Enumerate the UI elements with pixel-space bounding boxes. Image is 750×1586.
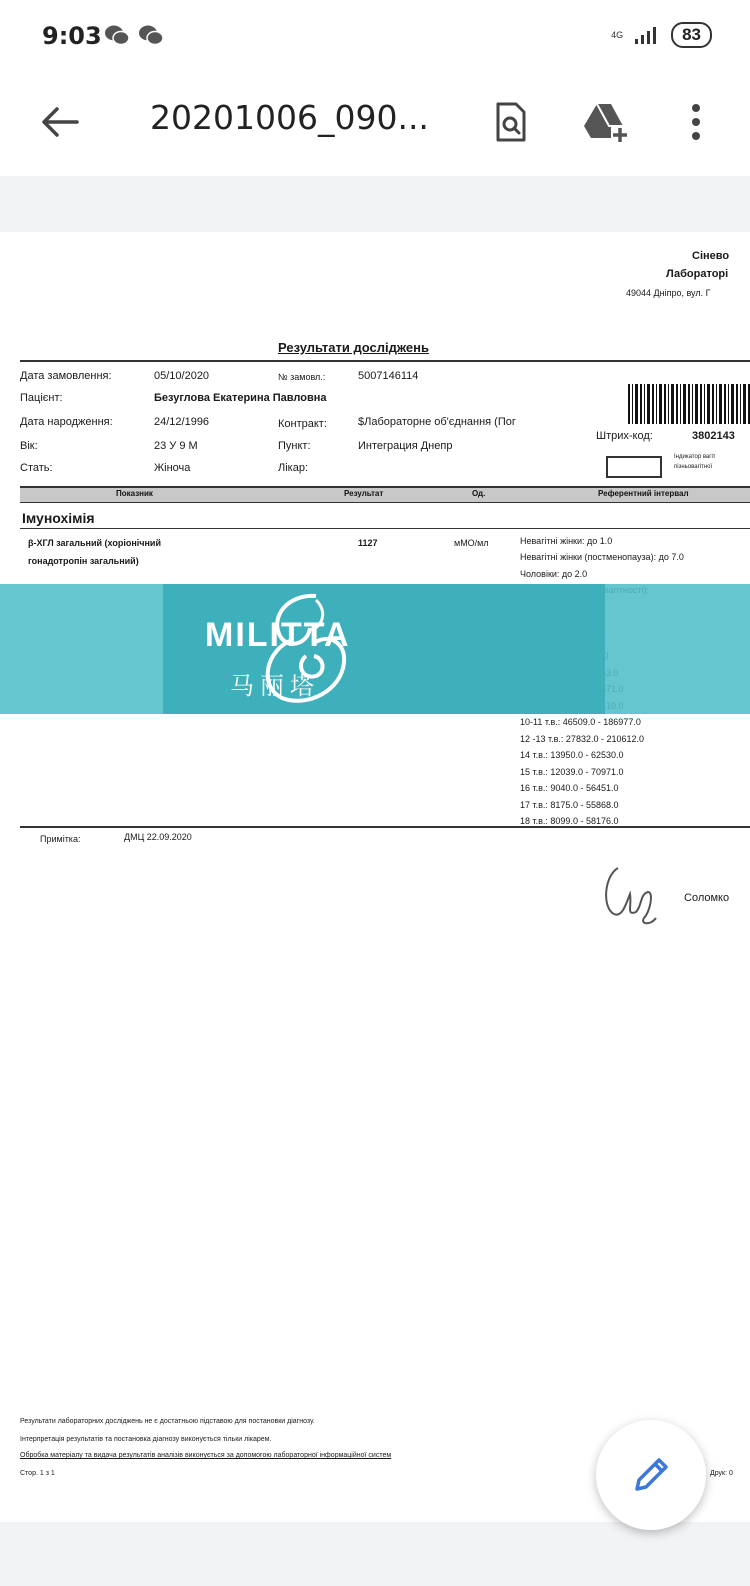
contract-value: $Лабораторне об'єднання (Пог bbox=[358, 416, 516, 428]
indicator-box bbox=[606, 456, 662, 478]
add-to-drive-button[interactable] bbox=[578, 94, 634, 150]
reference-item: 10-11 т.в.: 46509.0 - 186977.0 bbox=[520, 717, 641, 727]
note-value: ДМЦ 22.09.2020 bbox=[124, 832, 192, 842]
point-value: Интеграция Днепр bbox=[358, 440, 453, 452]
section-rule bbox=[20, 528, 750, 529]
test-unit: мМО/мл bbox=[454, 538, 489, 548]
birth-label: Дата народження: bbox=[20, 416, 113, 428]
test-result: 1127 bbox=[358, 538, 378, 548]
more-vert-icon bbox=[690, 102, 702, 142]
point-label: Пункт: bbox=[278, 440, 311, 452]
reference-item: Чоловіки: до 2.0 bbox=[520, 569, 588, 579]
pencil-icon bbox=[629, 1453, 673, 1497]
more-options-button[interactable] bbox=[668, 94, 724, 150]
birth-value: 24/12/1996 bbox=[154, 416, 210, 428]
wechat-icon bbox=[138, 24, 164, 46]
lab-name-2: Лабораторі bbox=[666, 268, 729, 280]
find-in-document-button[interactable] bbox=[482, 94, 538, 150]
barcode-label: Штрих-код: bbox=[596, 430, 653, 442]
barcode-image bbox=[628, 384, 750, 424]
status-bar bbox=[0, 0, 750, 72]
bottom-strip bbox=[0, 1522, 750, 1586]
app-bar bbox=[0, 72, 750, 176]
heading-rule bbox=[20, 360, 750, 362]
age-label: Вік: bbox=[20, 440, 38, 452]
doctor-label: Лікар: bbox=[278, 462, 309, 474]
col-reference: Референтний інтервал bbox=[598, 489, 689, 498]
report-heading: Результати досліджень bbox=[278, 340, 429, 355]
reference-item: 17 т.в.: 8175.0 - 55868.0 bbox=[520, 800, 619, 810]
battery-indicator: 83 bbox=[671, 22, 712, 48]
signature-image bbox=[596, 854, 664, 934]
watermark-chinese: 马丽塔 bbox=[230, 673, 320, 700]
document-page[interactable] bbox=[0, 232, 750, 1522]
order-date-value: 05/10/2020 bbox=[154, 370, 210, 382]
signal-icon bbox=[633, 25, 661, 45]
edit-fab-button[interactable] bbox=[596, 1420, 706, 1530]
page-gap bbox=[0, 176, 750, 232]
col-indicator: Показник bbox=[116, 489, 153, 498]
arrow-left-icon bbox=[41, 106, 79, 138]
lab-address: 49044 Дніпро, вул. Г bbox=[626, 288, 711, 298]
sex-value: Жіноча bbox=[154, 462, 191, 474]
watermark-banner bbox=[0, 584, 750, 714]
note-label: Примітка: bbox=[40, 834, 81, 844]
status-time: 9:03 bbox=[42, 22, 102, 50]
age-value: 23 У 9 М bbox=[154, 440, 198, 452]
reference-item: Невагітні жінки: до 1.0 bbox=[520, 536, 613, 546]
reference-item: 16 т.в.: 9040.0 - 56451.0 bbox=[520, 783, 619, 793]
status-indicators bbox=[611, 22, 712, 48]
col-unit: Од. bbox=[472, 489, 486, 498]
results-end-rule bbox=[20, 826, 750, 828]
results-table-header bbox=[20, 486, 750, 503]
drive-add-icon bbox=[581, 100, 631, 144]
contract-label: Контракт: bbox=[278, 418, 327, 430]
watermark-brand: MILITTA bbox=[205, 616, 351, 654]
reference-item: Невагітні жінки (постменопауза): до 7.0 bbox=[520, 552, 684, 562]
network-type: 4G bbox=[611, 30, 624, 40]
document-title: 20201006_090... bbox=[150, 98, 429, 137]
footer-line: Обробка матеріалу та видача результатів аналізів виконується за допомогою лабораторної інформаційної систем bbox=[20, 1452, 392, 1459]
footer-line: Результати лабораторних досліджень не є достатньою підставою для постановки діагнозу. bbox=[20, 1418, 315, 1425]
patient-value: Безуглова Екатерина Павловна bbox=[154, 392, 327, 404]
order-no-value: 5007146114 bbox=[358, 370, 419, 382]
sex-label: Стать: bbox=[20, 462, 53, 474]
signer-name: Соломко bbox=[684, 892, 730, 904]
lab-name: Сінево bbox=[692, 250, 730, 262]
test-name-line2: гонадотропін загальний) bbox=[28, 556, 139, 566]
patient-label: Пацієнт: bbox=[20, 392, 63, 404]
barcode-value: 3802143 bbox=[692, 430, 735, 442]
reference-item: 14 т.в.: 13950.0 - 62530.0 bbox=[520, 750, 624, 760]
wechat-icon bbox=[104, 24, 130, 46]
reference-item: 15 т.в.: 12039.0 - 70971.0 bbox=[520, 767, 624, 777]
indicator-text-1: Індикатор вагіт bbox=[674, 454, 716, 460]
footer-line: Інтерпретація результатів та постановка діагнозу виконується тільки лікарем. bbox=[20, 1436, 272, 1443]
indicator-text-2: пізньовагітної bbox=[674, 464, 713, 470]
test-name-line1: β-ХГЛ загальний (хоріонічний bbox=[28, 538, 161, 548]
section-title: Імунохімія bbox=[22, 510, 95, 526]
order-date-label: Дата замовлення: bbox=[20, 370, 112, 382]
order-no-label: № замовл.: bbox=[278, 372, 326, 382]
document-search-icon bbox=[490, 100, 530, 144]
reference-item: 12 -13 т.в.: 27832.0 - 210612.0 bbox=[520, 734, 644, 744]
col-result: Результат bbox=[344, 489, 384, 498]
reference-item: 18 т.в.: 8099.0 - 58176.0 bbox=[520, 816, 619, 826]
back-button[interactable] bbox=[34, 96, 86, 148]
print-info: Друк: 0 bbox=[710, 1470, 733, 1477]
page-number: Стор. 1 з 1 bbox=[20, 1470, 55, 1477]
